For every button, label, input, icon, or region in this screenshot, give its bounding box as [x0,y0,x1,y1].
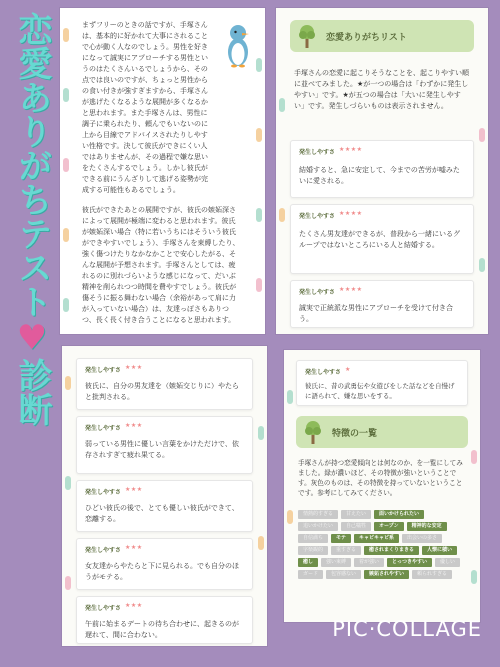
list-intro: 手塚さんの恋愛に起こりそうなことを、起こりやすい順に並べてみました。★が一つの場合は「わずかに発生しやすい」です。★が五つの場合は「大いに発生しやすい」です。発生しづらいものは表示されません。 [294,69,469,110]
likely-item [290,204,474,274]
decor-dash [258,426,264,440]
item-text: 結婚すると、急に安定して、今までの苦労が嘘みたいに愛される。 [299,166,460,185]
likely-list-panel-2 [62,346,267,646]
trait-tag: 自信満ち [298,534,328,543]
decor-dash [471,570,477,584]
likelihood-label: 発生しやすさ [85,425,122,432]
item-text: 女友達からやたらと下に見られる。でも自分のほうがモテる。 [85,562,239,581]
star-rating: ★★★★ [339,210,363,217]
result-paragraph-2: 彼氏ができたあとの展開ですが、彼氏の嫉妬深さによって展開が極端に変わると思われます。彼氏が嫉妬深い場合（特に若いうちにはそういう彼氏ができやすいでしょう）、手塚さんを束縛したり、強く傷つけたりなかなかことで安心したがる、そんな展開が予想されます。手塚さんとしては、疲れるのに別れづらいような感じになって、だいぶ精神を削られつつ時間を費やすでしょう。彼氏が傷そうに振る舞わない場合（余裕があって肩に力が入っていない場合）は、友達っぽさもありつつ、長く長く付き合うことになると思われます。 [82,206,240,324]
trait-tag: 着が強い [354,558,384,567]
likelihood-label: 発生しやすさ [299,149,336,156]
star-rating: ★ [345,366,351,373]
tree-icon [302,419,324,445]
trait-tag: オープン [374,522,404,531]
likelihood-label: 発生しやすさ [299,213,336,220]
likelihood-label: 発生しやすさ [85,489,122,496]
decor-dash [256,208,262,222]
star-rating: ★★★★ [339,286,363,293]
trait-tag: 自己犠牲 [341,522,371,531]
trait-tag: 重すぎる [331,546,361,555]
trait-tag: 癒し [298,558,318,567]
decor-dash [471,450,477,464]
decor-dash [287,510,293,524]
section-title: 特徴の一覧 [332,428,378,439]
trait-tag: 精神的な安定 [407,522,447,531]
star-rating: ★★★ [125,544,143,551]
traits-intro: 手塚さんが持つ恋愛傾向とは何なのか、を一覧にしてみました。緑が濃いほど、その特徴が強いということです。灰色のものは、その特徴を持っていないということです。参考にしてみてください。 [298,459,463,497]
trait-tag: モテ [331,534,351,543]
decor-dash [287,390,293,404]
trait-tags [298,510,466,579]
decor-dash [279,98,285,112]
likelihood-label: 発生しやすさ [299,289,336,296]
likelihood-label: 発生しやすさ [85,605,122,612]
section-title: 恋愛ありがちリスト [326,32,407,43]
likelihood-label: 発生しやすさ [305,369,342,376]
traits-panel [284,350,480,622]
brand-watermark: PIC·COLLAGE [332,617,482,641]
side-title [8,12,56,622]
decor-dash [479,128,485,142]
trait-tag: とっつきやすい [387,558,432,567]
trait-tag: 人懐に積い [422,546,457,555]
item-text: たくさん男友達ができるが、普段から一緒にいるグループではないところにいる人と結婚する。 [299,230,460,249]
tree-icon [296,23,318,49]
item-text: 彼氏に、自分の男友達を（嫉妬交じりに）やたらと批判される。 [85,382,239,401]
trait-tag: 出会いの多さ [402,534,442,543]
decor-dash [258,536,264,550]
likelihood-label: 発生しやすさ [85,367,122,374]
item-text: 弱っている男性に優しい言葉をかけただけで、依存されすぎて疲れ果てる。 [85,440,239,459]
trait-tag: 包容感ない [326,570,361,579]
decor-dash [65,476,71,490]
decor-dash [65,576,71,590]
likely-item [290,140,474,198]
likely-list-panel [276,8,488,334]
trait-tag: キャピキャピ系 [354,534,399,543]
likely-item [76,538,253,590]
item-text: 誠実で正統派な男性にアプローチを受けて付き合う。 [299,304,453,323]
result-paragraph-1: まずフリーのときの話ですが、手塚さんは、基本的に好かれて大事にされることで心が動く人なのでしょう。男性を好きになって誠実にアプローチする男性というのはたくさんいるでしょうから、その点では良いのですが、ちょっと男性からの食い付きが強すぎますから、手塚さんが逃げたくなるような展開が多くなるかと思われます。また手塚さんは、男性に調子に乗られたり、頼んでもいないのに上から目線でアドバイスされたりしやすい性格です。決して彼氏ができにくい人ではありませんが、その過程で嫌な思いをたくさんするでしょう。しかし彼氏ができる前にうんざりして逃げる姿勢が完成する可能性もあるでしょう。 [82,21,208,194]
trait-tag: 面いかけられたい [374,510,424,519]
decor-dash [63,28,69,42]
section-header [296,416,468,448]
trait-tag: 優しい [435,558,460,567]
section-header [290,20,474,52]
item-text: 午前に始まるデートの待ち合わせに、起きるのが遅れて、間に合わない。 [85,620,239,639]
trait-tag: 癒されまくりまきる [364,546,419,555]
decor-dash [479,258,485,272]
decor-dash [279,208,285,222]
likely-item [76,596,253,644]
trait-tag: 甘えたい [341,510,371,519]
decor-dash [65,376,71,390]
item-text: 彼氏に、昔の武勇伝や女遊びをした話などを自慢げに語られて、嫌な思いをする。 [305,382,455,400]
likely-item [290,280,474,328]
side-title-text: 恋愛ありがちテスト [12,12,52,318]
trait-tag: 情熱的すぎる [298,510,338,519]
decor-dash [256,58,262,72]
star-rating: ★★★ [125,602,143,609]
star-rating: ★★★ [125,364,143,371]
star-rating: ★★★ [125,486,143,493]
star-rating: ★★★★ [339,146,363,153]
likelihood-label: 発生しやすさ [85,547,122,554]
trait-tag: 強い束縛 [321,558,351,567]
likely-item [296,360,468,406]
trait-tag: 字楽観的 [298,546,328,555]
result-text-panel [60,8,265,334]
trait-tag: ガード [298,570,323,579]
trait-tag: 追いかけたい [298,522,338,531]
trait-tag: 頼られすぎる [412,570,452,579]
decor-dash [256,128,262,142]
item-text: ひどい彼氏の後で、とても優しい彼氏ができて、恋離する。 [85,504,239,523]
likely-item [76,480,253,532]
heart-icon: ♥ [12,318,52,358]
result-body [82,20,242,334]
decor-dash [256,278,262,292]
decor-dash [63,88,69,102]
star-rating: ★★★ [125,422,143,429]
decor-dash [63,298,69,312]
trait-tag: 嫉妬されやすい [364,570,409,579]
decor-dash [63,158,69,172]
side-title-text-2: 診断 [12,358,52,426]
likely-item [76,358,253,410]
likely-item [76,416,253,474]
decor-dash [63,228,69,242]
